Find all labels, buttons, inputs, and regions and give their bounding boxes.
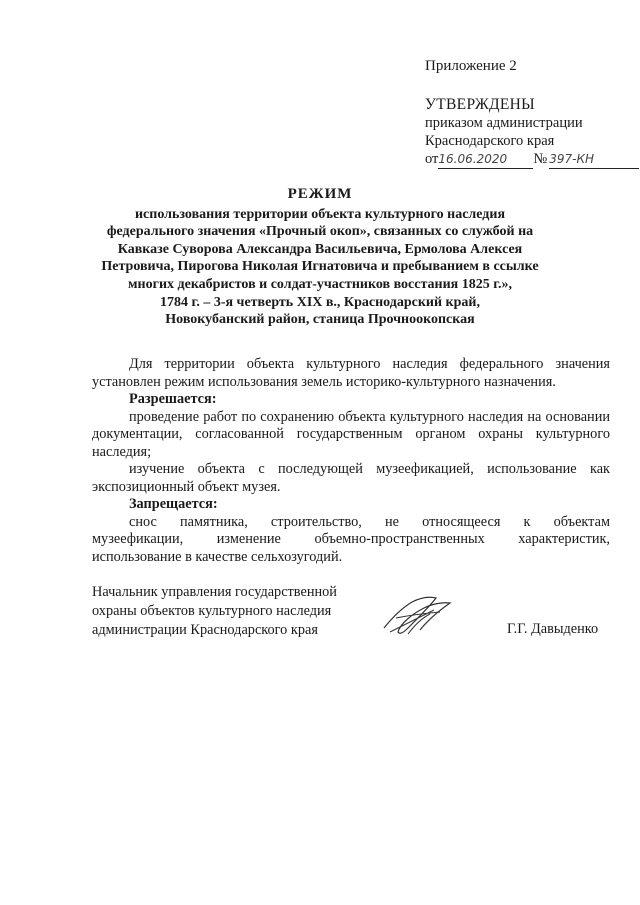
forbidden-heading: Запрещается: [129,496,218,512]
heading-line: Кавказе Суворова Александра Васильевича, Ермолова Алексея [117,241,523,257]
allowed-item-1: проведение работ по сохранению объекта культурного наследия на основании документации, согласованной государственным органом охраны культурного наследия; [92,408,610,460]
signatory-line-2: охраны объектов культурного наследия [92,603,332,619]
order-number-handwritten: 397-КН [549,150,639,169]
heading-line: использования территории объекта культурного наследия [134,206,506,222]
heading-line: Новокубанский район, станица Прочноокопская [165,312,475,328]
handwritten-signature [378,588,458,640]
approval-title: УТВЕРЖДЕНЫ [425,96,535,113]
document-heading [90,186,550,329]
document-body [92,356,610,566]
annex-label: Приложение 2 [425,58,517,74]
signatory-title [92,583,337,640]
forbidden-line-2: музеефикации, изменение объемно-пространственных характеристик, [92,531,610,547]
order-prefix: от [425,151,439,167]
heading-line: Петровича, Пирогова Николая Игнатовича и пребыванием в ссылке [101,259,539,275]
signatory-line-1: Начальник управления государственной [92,584,337,600]
signatory-line-3: администрации Краснодарского края [92,622,318,638]
allowed-heading: Разрешается: [129,391,217,407]
heading-line: 1784 г. – 3-я четверть XIX в., Краснодарский край, [160,294,480,310]
intro-paragraph: Для территории объекта культурного наследия федерального значения установлен режим использования земель историко-культурного назначения. [92,356,610,390]
order-number-sign: № [533,151,548,167]
approval-line-2: Краснодарского края [425,133,555,149]
allowed-item-2: изучение объекта с последующей музеефикацией, использование как экспозиционный объект музея. [92,461,610,495]
forbidden-line-1: снос памятника, строительство, не относящееся к объектам [129,513,610,530]
heading-title: РЕЖИМ [287,186,353,202]
signer-name: Г.Г. Давыденко [507,621,599,637]
order-reference [425,150,639,169]
heading-line: многих декабристов и солдат-участников восстания 1825 г.», [128,276,512,292]
forbidden-line-3: использование в качестве сельхозугодий. [92,548,343,565]
order-date-handwritten: 16.06.2020 [438,150,533,169]
approval-stamp [425,96,639,169]
approval-line-1: приказом администрации [425,115,583,131]
heading-line: федерального значения «Прочный окоп», связанных со службой на [106,224,534,240]
